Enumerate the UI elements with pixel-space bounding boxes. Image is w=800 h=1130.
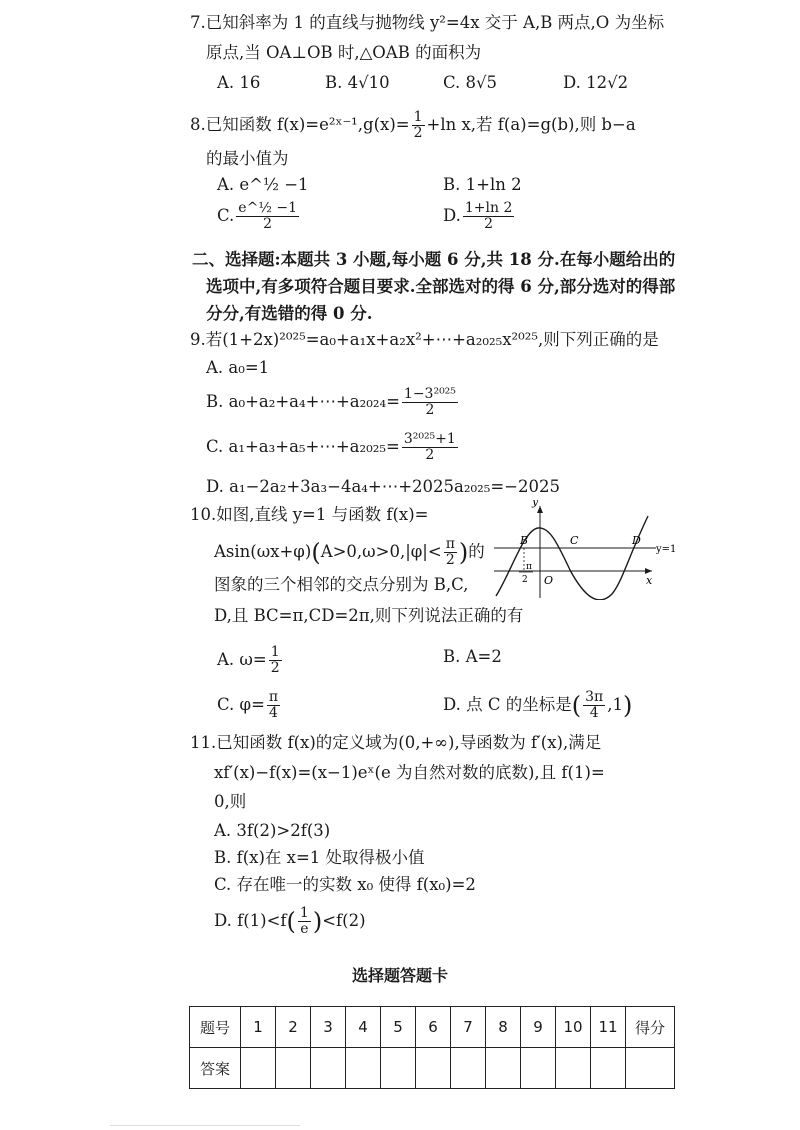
q9-option-c-fraction (402, 432, 458, 463)
q8-g-fraction (412, 110, 425, 141)
q10-option-d-fraction (583, 690, 605, 721)
q9-option-b-fraction (402, 387, 458, 418)
score-cell[interactable] (626, 1048, 675, 1089)
q10-option-a (217, 645, 284, 676)
q10-option-c-label: C. φ= (217, 695, 265, 714)
q9-b-den: 2 (425, 402, 435, 418)
answer-card-table (189, 1006, 675, 1089)
q10-line4: D,且 BC=π,CD=2π,则下列说法正确的有 (214, 606, 524, 625)
q8-c-den: 2 (263, 216, 273, 232)
answer-cell[interactable] (521, 1048, 556, 1089)
q10-graph (494, 500, 684, 600)
q10-option-c (217, 690, 282, 721)
section2-line2: 选项中,有多项符合题目要求.全部选对的得 6 分,部分选对的得部 (206, 277, 676, 296)
answer-cell[interactable] (311, 1048, 346, 1089)
section2-line3: 分分,有选错的得 0 分. (206, 304, 373, 323)
q11-d-paren-close: ) (312, 907, 323, 936)
q7-option-a: A. 16 (217, 73, 261, 92)
answer-card-number: 5 (381, 1007, 416, 1048)
q11-option-d-fraction (298, 906, 311, 937)
answer-card-header-row (190, 1007, 675, 1048)
q11-line2: xf′(x)−f(x)=(x−1)eˣ(e 为自然对数的底数),且 f(1)= (214, 763, 605, 782)
answer-card-number: 1 (241, 1007, 276, 1048)
q11-option-c: C. 存在唯一的实数 x₀ 使得 f(x₀)=2 (214, 875, 476, 894)
q10-option-a-label: A. ω= (217, 650, 267, 669)
sine-curve (496, 516, 648, 600)
q8-d-den: 2 (484, 216, 494, 232)
graph-label-line: y=1 (656, 544, 677, 555)
q11-option-b: B. f(x)在 x=1 处取得极小值 (214, 848, 425, 867)
q10-option-b: B. A=2 (443, 647, 502, 666)
q11-d-num: 1 (299, 905, 309, 921)
q11-line1: 11.已知函数 f(x)的定义域为(0,+∞),导函数为 f′(x),满足 (190, 733, 602, 752)
q8-option-d-fraction (463, 201, 515, 232)
q10-line2-a: Asin(ωx+φ) (214, 542, 312, 561)
q10-c-den: 4 (269, 705, 278, 721)
q11-option-d (214, 906, 366, 937)
q10-line2-fraction (444, 537, 457, 568)
answer-cell[interactable] (416, 1048, 451, 1089)
q10-line2-den: 2 (445, 552, 455, 568)
q9-option-b (206, 387, 460, 418)
q10-d-paren-open: ( (571, 691, 582, 720)
bottom-divider (110, 1125, 300, 1126)
q10-option-a-fraction (269, 645, 282, 676)
q7-line1: 7.已知斜率为 1 的直线与抛物线 y²=4x 交于 A,B 两点,O 为坐标 (190, 13, 665, 32)
q7-option-d: D. 12√2 (563, 73, 629, 92)
answer-card-number: 11 (591, 1007, 626, 1048)
q10-d-num: 3π (585, 689, 604, 705)
answer-cell[interactable] (486, 1048, 521, 1089)
answer-cell[interactable] (381, 1048, 416, 1089)
q10-line1: 10.如图,直线 y=1 与函数 f(x)= (190, 505, 429, 524)
answer-cell[interactable] (241, 1048, 276, 1089)
q11-line3: 0,则 (214, 792, 247, 811)
answer-cell[interactable] (451, 1048, 486, 1089)
q8-c-num: e^½ −1 (238, 200, 297, 216)
q9-option-b-label: B. a₀+a₂+a₄+⋯+a₂₀₂₄= (206, 392, 400, 411)
answer-card-header-label: 题号 (190, 1007, 241, 1048)
q8-option-c-label: C. (217, 206, 235, 225)
q10-d-den: 4 (589, 705, 599, 721)
q8-g-den: 2 (413, 125, 423, 141)
q9-option-c (206, 432, 460, 463)
q8-option-c-fraction (236, 201, 299, 232)
answer-cell[interactable] (591, 1048, 626, 1089)
graph-label-b: B (520, 534, 529, 547)
q10-option-d (443, 690, 632, 721)
answer-card-answer-row (190, 1048, 675, 1089)
q8-line1-tail: +ln x,若 f(a)=g(b),则 b−a (426, 115, 636, 134)
q10-option-c-fraction (267, 690, 280, 721)
q10-a-num: 1 (270, 644, 280, 660)
answer-card-number: 9 (521, 1007, 556, 1048)
q8-option-c (217, 201, 301, 232)
q11-option-d-label: D. f(1)<f (214, 911, 287, 930)
answer-cell[interactable] (556, 1048, 591, 1089)
q11-option-a: A. 3f(2)>2f(3) (214, 821, 331, 840)
q8-line2: 的最小值为 (206, 149, 289, 168)
section2-line1: 二、选择题:本题共 3 小题,每小题 6 分,共 18 分.在每小题给出的 (192, 250, 676, 269)
q11-d-paren-open: ( (286, 907, 296, 936)
answer-card-number: 3 (311, 1007, 346, 1048)
graph-tick-den: 2 (522, 575, 528, 585)
q7-option-c: C. 8√5 (443, 73, 498, 92)
q10-line2-c: 的 (468, 542, 485, 561)
q9-option-a: A. a₀=1 (206, 358, 270, 377)
q7-option-b: B. 4√10 (325, 73, 390, 92)
q7-line2: 原点,当 OA⊥OB 时,△OAB 的面积为 (206, 43, 482, 62)
q8-option-d (443, 201, 516, 232)
q9-b-num: 1−3²⁰²⁵ (403, 386, 456, 402)
q9-option-c-label: C. a₁+a₃+a₅+⋯+a₂₀₂₅= (206, 437, 400, 456)
q8-d-num: 1+ln 2 (464, 200, 513, 216)
q10-line2-b: A>0,ω>0,|φ|< (320, 542, 442, 561)
q8-line1 (190, 110, 636, 141)
answer-card-title: 选择题答题卡 (351, 966, 448, 985)
q11-d-tail: <f(2) (322, 911, 366, 930)
q10-a-den: 2 (270, 660, 280, 676)
answer-card-number: 4 (346, 1007, 381, 1048)
graph-label-d: D (632, 534, 641, 547)
q8-option-d-label: D. (443, 206, 461, 225)
graph-label-y: y (532, 500, 539, 508)
answer-card-answer-label: 答案 (190, 1048, 241, 1089)
answer-card-number: 2 (276, 1007, 311, 1048)
q8-option-b: B. 1+ln 2 (443, 175, 522, 194)
graph-label-c: C (570, 534, 579, 547)
q11-d-den: e (300, 921, 309, 937)
answer-card-number: 7 (451, 1007, 486, 1048)
q8-line1-text: 8.已知函数 f(x)=e²ˣ⁻¹,g(x)= (190, 115, 410, 134)
answer-card-number: 6 (416, 1007, 451, 1048)
q9-c-den: 2 (425, 447, 435, 463)
q10-line2 (214, 537, 485, 568)
q10-paren-open: ( (311, 538, 321, 567)
q10-option-d-label: D. 点 C 的坐标是 (443, 695, 572, 714)
q10-paren-close: ) (458, 538, 469, 567)
q9-c-num: 3²⁰²⁵+1 (403, 431, 456, 447)
q10-d-tail: ,1 (607, 695, 623, 714)
q9-option-d: D. a₁−2a₂+3a₃−4a₄+⋯+2025a₂₀₂₅=−2025 (206, 477, 560, 496)
q10-d-paren-close: ) (622, 691, 633, 720)
answer-cell[interactable] (276, 1048, 311, 1089)
q10-line3: 图象的三个相邻的交点分别为 B,C, (214, 575, 469, 594)
answer-card-number: 10 (556, 1007, 591, 1048)
q8-option-a: A. e^½ −1 (217, 175, 309, 194)
answer-cell[interactable] (346, 1048, 381, 1089)
graph-label-x: x (646, 574, 653, 587)
graph-tick-num: π (526, 562, 532, 572)
graph-label-origin: O (544, 574, 554, 587)
q9-stem: 9.若(1+2x)²⁰²⁵=a₀+a₁x+a₂x²+⋯+a₂₀₂₅x²⁰²⁵,则下列正确的是 (190, 330, 659, 349)
answer-card-score-label: 得分 (626, 1007, 675, 1048)
q10-c-num: π (268, 689, 279, 705)
q10-line2-num: π (445, 536, 455, 552)
q8-g-num: 1 (413, 109, 423, 125)
answer-card-number: 8 (486, 1007, 521, 1048)
